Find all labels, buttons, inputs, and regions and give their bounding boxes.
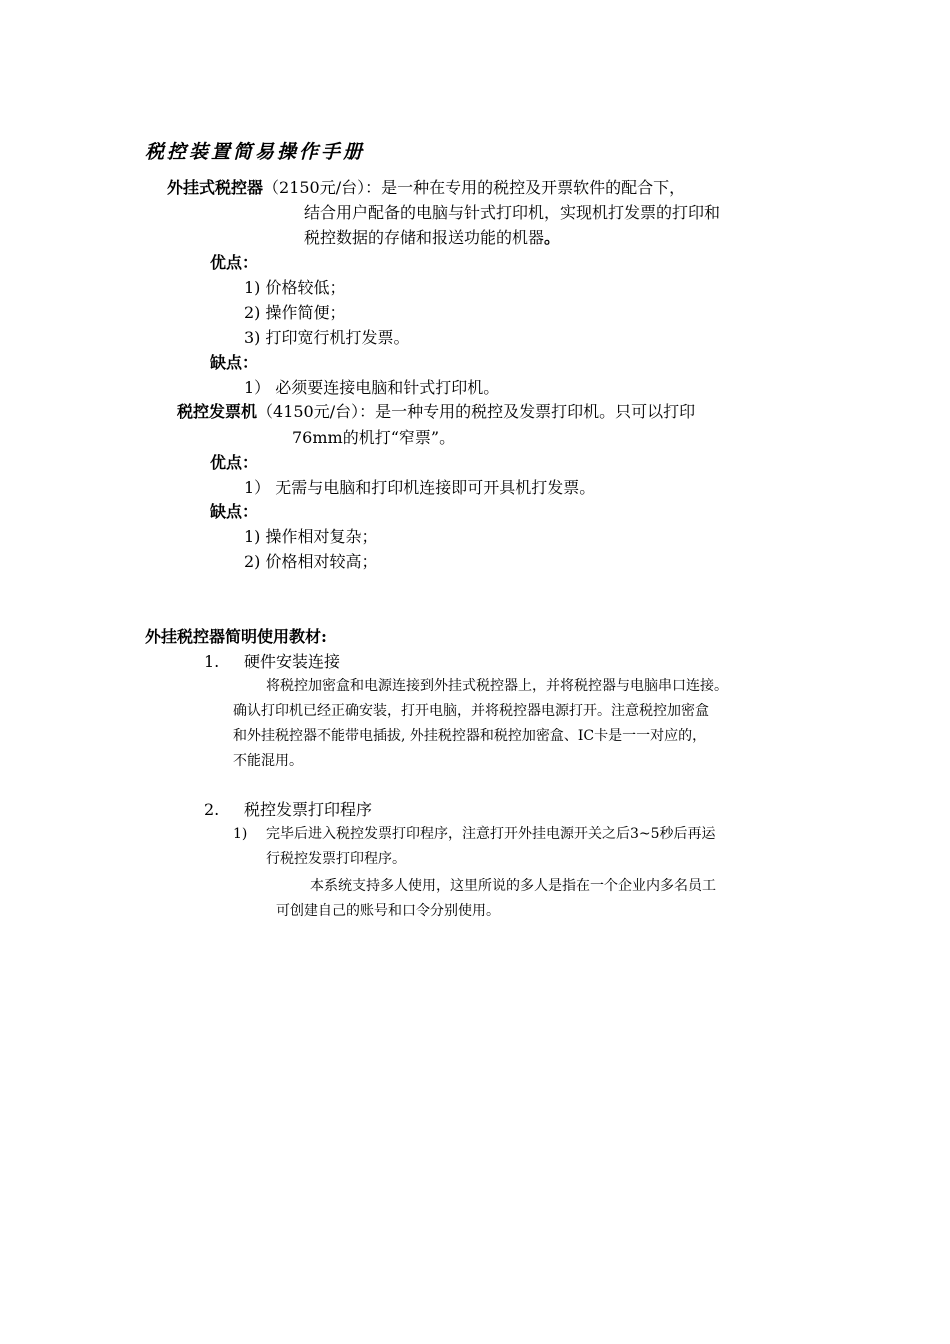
machine-pros-label: 优点： — [210, 453, 259, 472]
section-1-line: 确认打印机已经正确安装，打开电脑，并将税控器电源打开。注意税控加密盒 — [233, 703, 709, 719]
external-desc-end: 。 — [544, 228, 561, 247]
external-pro-item: 2) 操作简便； — [244, 303, 346, 322]
section-2-para-line: 本系统支持多人使用，这里所说的多人是指在一个企业内多名员工 — [310, 878, 716, 894]
external-pro-item: 3) 打印宽行机打发票。 — [244, 328, 410, 347]
machine-con-item: 2) 价格相对较高； — [244, 552, 378, 571]
machine-price: （4150元/台） — [257, 402, 360, 421]
section-1-line: 将税控加密盒和电源连接到外挂式税控器上，并将税控器与电脑串口连接。 — [266, 678, 728, 694]
machine-pro-item: 1） 无需与电脑和打印机连接即可开具机打发票。 — [244, 478, 596, 497]
external-name: 外挂式税控器 — [167, 178, 264, 197]
external-price: （2150元/台） — [263, 178, 366, 197]
external-pro-item: 1) 价格较低； — [244, 278, 346, 297]
external-cons-label: 缺点： — [210, 353, 259, 372]
external-con-item: 1） 必须要连接电脑和针式打印机。 — [244, 378, 500, 397]
machine-con-item: 1) 操作相对复杂； — [244, 527, 378, 546]
section-1-number: 1. — [204, 652, 220, 671]
section-2-item-line: 完毕后进入税控发票打印程序，注意打开外挂电源开关之后3~5秒后再运 — [266, 826, 716, 842]
external-desc-1: ：是一种在专用的税控及开票软件的配合下， — [365, 178, 686, 197]
tutorial-heading: 外挂税控器简明使用教材: — [145, 627, 327, 646]
machine-name: 税控发票机 — [177, 402, 258, 421]
section-2-number: 2. — [204, 800, 220, 819]
page-title: 税控装置简易操作手册 — [145, 141, 366, 163]
section-2-item-line: 行税控发票打印程序。 — [266, 851, 406, 867]
section-1-line: 不能混用。 — [233, 753, 303, 769]
machine-cons-label: 缺点： — [210, 502, 259, 521]
machine-desc-1: ：是一种专用的税控及发票打印机。只可以打印 — [359, 402, 696, 421]
external-desc-3: 税控数据的存储和报送功能的机器 — [304, 228, 545, 247]
section-1-title: 硬件安装连接 — [244, 652, 341, 671]
section-2-para-line: 可创建自己的账号和口令分别使用。 — [276, 903, 500, 919]
section-2-item-number: 1) — [233, 826, 248, 842]
section-1-line: 和外挂税控器不能带电插拔, 外挂税控器和税控加密盒、IC卡是一一对应的， — [233, 728, 707, 744]
section-2-title: 税控发票打印程序 — [244, 800, 373, 819]
external-desc-line3 — [304, 225, 560, 250]
machine-desc-line1 — [177, 399, 695, 424]
external-desc-line1 — [167, 175, 685, 200]
external-pros-label: 优点： — [210, 253, 259, 272]
machine-desc-line2: 76mm的机打“窄票”。 — [292, 428, 456, 447]
external-desc-line2: 结合用户配备的电脑与针式打印机，实现机打发票的打印和 — [304, 203, 721, 222]
